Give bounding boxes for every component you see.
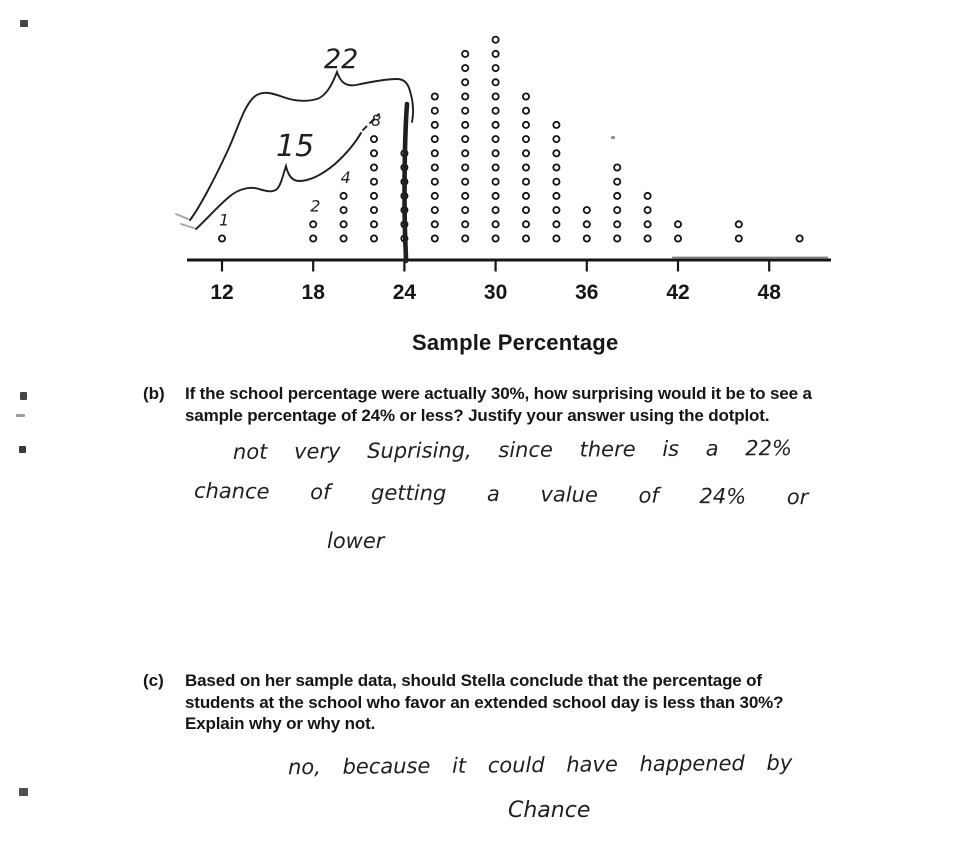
dot <box>553 150 559 156</box>
dot <box>614 207 620 213</box>
dot <box>341 221 347 227</box>
dot <box>462 79 468 85</box>
dot <box>462 207 468 213</box>
dot-column-50 <box>797 235 803 241</box>
dot-column-38 <box>614 164 620 241</box>
question-b-text <box>185 383 812 426</box>
x-axis-tick-label: 30 <box>483 281 508 304</box>
scan-mark <box>16 414 25 417</box>
dot <box>462 193 468 199</box>
dot <box>553 179 559 185</box>
cutoff-line-24 <box>405 104 407 261</box>
dot-column-42 <box>675 221 681 241</box>
dotplot <box>0 0 975 312</box>
dot <box>523 122 529 128</box>
dot <box>553 235 559 241</box>
dot <box>371 221 377 227</box>
dot-column-28 <box>462 51 468 242</box>
dot <box>493 108 499 114</box>
question-c-line3: Explain why or why not. <box>185 714 376 733</box>
dot <box>614 164 620 170</box>
dot <box>462 51 468 57</box>
dot <box>432 221 438 227</box>
dot <box>462 93 468 99</box>
dot <box>645 207 651 213</box>
dot <box>523 179 529 185</box>
dot-column-20 <box>341 193 347 242</box>
dot <box>645 193 651 199</box>
dot <box>432 164 438 170</box>
dot <box>523 221 529 227</box>
column-count-label-12: 1 <box>219 210 230 230</box>
dot <box>614 235 620 241</box>
dot <box>341 235 347 241</box>
dot <box>584 207 590 213</box>
brace-label-15: 15 <box>276 129 315 164</box>
dot <box>584 221 590 227</box>
dot <box>462 108 468 114</box>
x-axis-title: Sample Percentage <box>412 330 619 355</box>
dot <box>523 193 529 199</box>
dot-column-30 <box>493 37 499 242</box>
dot <box>493 136 499 142</box>
scan-mark <box>611 136 615 139</box>
brace-label-22: 22 <box>324 44 359 75</box>
column-count-label-22: 8 <box>371 111 382 131</box>
dot <box>432 93 438 99</box>
dot <box>736 221 742 227</box>
dot <box>614 193 620 199</box>
question-b <box>143 383 812 426</box>
column-count-label-20: 4 <box>340 167 351 187</box>
dot <box>493 37 499 43</box>
dot <box>462 221 468 227</box>
dot <box>553 221 559 227</box>
dot <box>432 179 438 185</box>
dot <box>645 221 651 227</box>
scan-mark <box>20 392 27 400</box>
dot <box>614 221 620 227</box>
dot-column-18 <box>310 221 316 241</box>
dot <box>432 136 438 142</box>
question-c <box>143 670 783 735</box>
x-axis-tick-label: 12 <box>210 281 234 304</box>
handwritten-answer-b-line2: chance of getting a value of 24% or <box>193 478 809 510</box>
x-axis <box>187 257 831 304</box>
dot <box>584 235 590 241</box>
dot <box>523 93 529 99</box>
dot-column-32 <box>523 93 529 241</box>
dot <box>310 235 316 241</box>
dot-column-12 <box>219 235 225 241</box>
dot <box>523 164 529 170</box>
dot <box>493 179 499 185</box>
dot <box>432 193 438 199</box>
dot <box>493 65 499 71</box>
dot <box>341 207 347 213</box>
dot <box>432 150 438 156</box>
dot <box>462 164 468 170</box>
dot-column-22 <box>371 136 377 242</box>
dot <box>645 235 651 241</box>
dot <box>493 207 499 213</box>
dot <box>493 93 499 99</box>
question-b-label: (b) <box>143 384 165 403</box>
handwritten-answer-c-line2: Chance <box>508 798 591 823</box>
dot-column-46 <box>736 221 742 241</box>
question-b-line2: sample percentage of 24% or less? Justify your answer using the dotplot. <box>185 405 770 425</box>
dot <box>493 51 499 57</box>
dot <box>432 207 438 213</box>
dot <box>493 235 499 241</box>
dot <box>371 164 377 170</box>
dot <box>553 122 559 128</box>
dot <box>432 108 438 114</box>
dot <box>462 122 468 128</box>
dot <box>523 150 529 156</box>
dot <box>432 122 438 128</box>
dot <box>675 221 681 227</box>
dot <box>371 150 377 156</box>
dot-column-26 <box>432 93 438 241</box>
dot <box>553 164 559 170</box>
dot <box>493 150 499 156</box>
dot <box>432 235 438 241</box>
dot <box>523 235 529 241</box>
column-count-label-18: 2 <box>310 196 321 216</box>
x-axis-tick-label: 48 <box>757 281 781 304</box>
dot-column-34 <box>553 122 559 242</box>
question-b-line1: If the school percentage were actually 30%, how surprising would it be to see a <box>185 384 812 403</box>
dot <box>523 108 529 114</box>
dot <box>341 193 347 199</box>
scan-mark <box>20 20 28 27</box>
dot <box>493 79 499 85</box>
x-axis-tick-label: 42 <box>666 281 690 304</box>
dot <box>371 136 377 142</box>
handwritten-answer-b-line1: not very Suprising, since there is a 22% <box>232 436 793 464</box>
handwritten-answer-c-line1: no, because it could have happened by <box>287 750 793 780</box>
dot <box>736 235 742 241</box>
handwritten-answer-b-line3: lower <box>327 529 385 553</box>
dot <box>493 221 499 227</box>
dot <box>523 136 529 142</box>
dot <box>462 136 468 142</box>
dot <box>553 207 559 213</box>
question-c-text <box>185 670 783 735</box>
scan-mark <box>19 446 26 453</box>
dot <box>553 136 559 142</box>
brace-15-tail <box>181 224 194 228</box>
x-axis-tick-label: 24 <box>392 281 417 304</box>
dot <box>523 207 529 213</box>
question-c-line2: students at the school who favor an extended school day is less than 30%? <box>185 692 784 712</box>
dot <box>462 235 468 241</box>
dot <box>797 235 803 241</box>
dot <box>462 150 468 156</box>
dot <box>371 207 377 213</box>
dot-column-36 <box>584 207 590 242</box>
dot <box>219 235 225 241</box>
dot <box>371 235 377 241</box>
dot <box>493 164 499 170</box>
dot <box>371 193 377 199</box>
dot <box>675 235 681 241</box>
question-c-label: (c) <box>143 671 164 690</box>
dot-column-40 <box>645 193 651 242</box>
dot <box>371 179 377 185</box>
dot <box>493 193 499 199</box>
x-axis-tick-label: 36 <box>575 281 599 304</box>
dot <box>553 193 559 199</box>
brace-22-tail <box>176 214 188 219</box>
dot <box>462 179 468 185</box>
dot <box>493 122 499 128</box>
dot <box>614 179 620 185</box>
scan-mark <box>19 788 28 796</box>
question-c-line1: Based on her sample data, should Stella conclude that the percentage of <box>185 671 762 690</box>
x-axis-tick-label: 18 <box>301 281 325 304</box>
dot <box>462 65 468 71</box>
dot <box>310 221 316 227</box>
